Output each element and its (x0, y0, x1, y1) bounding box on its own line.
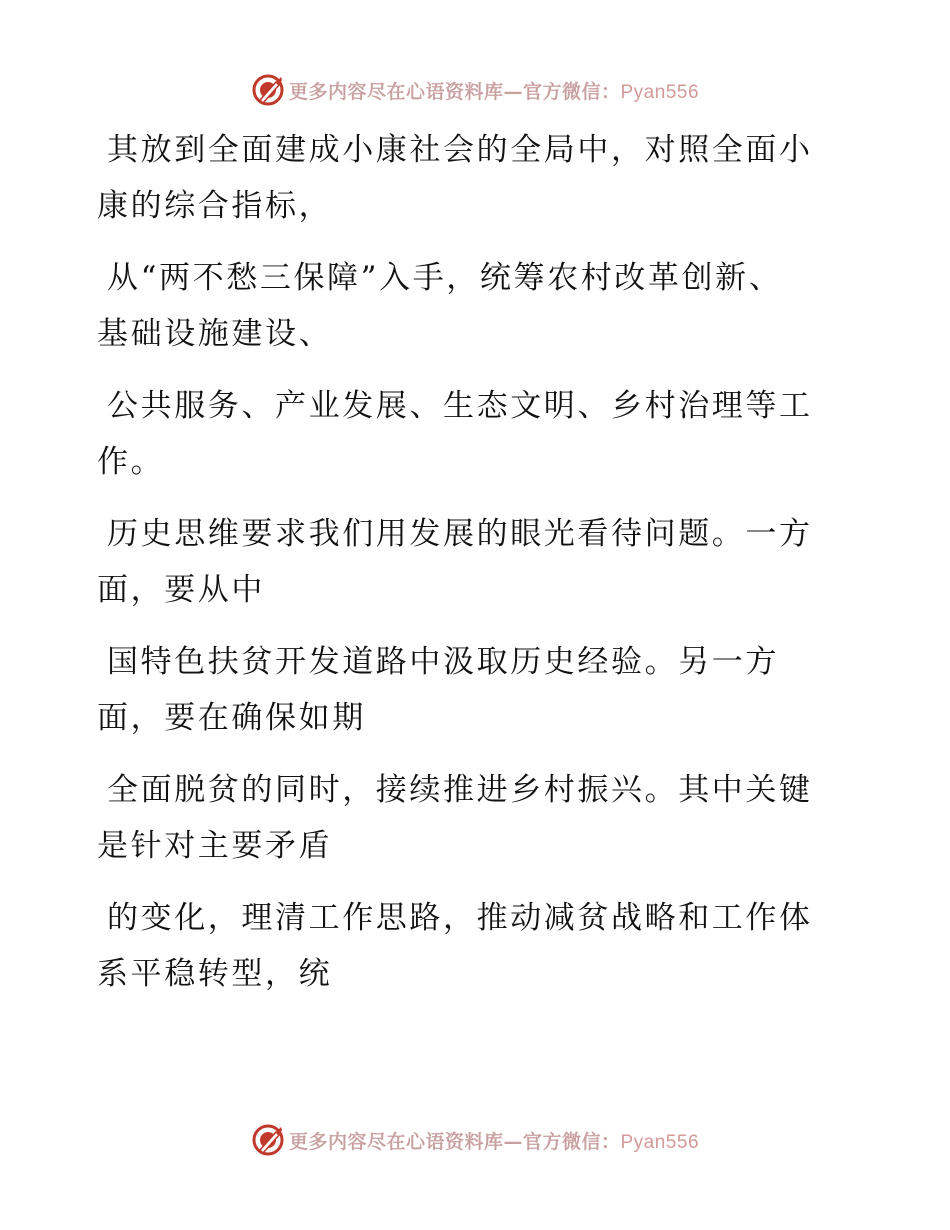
pen-logo-icon (251, 1123, 285, 1157)
pen-logo-icon (251, 73, 285, 107)
document-body (97, 122, 837, 1018)
paragraph-line: 国特色扶贫开发道路中汲取历史经验。另一方 (107, 644, 779, 680)
paragraph-line: 是针对主要矛盾 (97, 828, 333, 864)
paragraph-line: 全面脱贫的同时，接续推进乡村振兴。其中关键 (107, 772, 813, 808)
paragraph-line: 历史思维要求我们用发展的眼光看待问题。一方 (107, 516, 813, 552)
paragraph (97, 378, 837, 490)
watermark-text: 更多内容尽在心语资料库—官方微信：Pyan556 (288, 80, 700, 103)
paragraph (97, 890, 837, 1002)
paragraph (97, 506, 837, 618)
paragraph-line: 的变化，理清工作思路，推动减贫战略和工作体 (107, 900, 813, 936)
watermark-text: 更多内容尽在心语资料库—官方微信：Pyan556 (288, 1130, 700, 1153)
paragraph-line: 作。 (97, 444, 165, 480)
paragraph-line: 从“两不愁三保障”入手，统筹农村改革创新、 (107, 260, 783, 296)
paragraph (97, 762, 837, 874)
paragraph-line: 系平稳转型，统 (97, 956, 333, 992)
paragraph-line: 面，要从中 (97, 572, 265, 608)
footer-watermark (0, 1122, 950, 1158)
paragraph (97, 122, 837, 234)
paragraph-line: 面，要在确保如期 (97, 700, 366, 736)
header-watermark (0, 72, 950, 108)
paragraph-line: 康的综合指标， (97, 188, 333, 224)
paragraph-line: 其放到全面建成小康社会的全局中，对照全面小 (107, 132, 813, 168)
paragraph-line: 基础设施建设、 (97, 316, 333, 352)
paragraph (97, 250, 837, 362)
paragraph (97, 634, 837, 746)
paragraph-line: 公共服务、产业发展、生态文明、乡村治理等工 (107, 388, 813, 424)
watermark-wechat-id: Pyan556 (620, 81, 700, 103)
watermark-wechat-id: Pyan556 (620, 1131, 700, 1153)
